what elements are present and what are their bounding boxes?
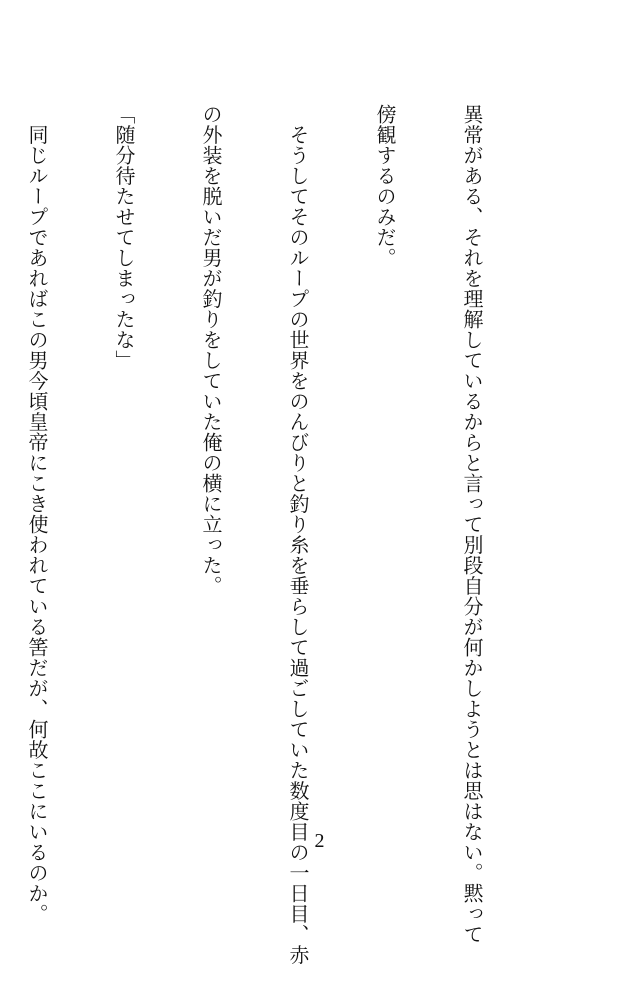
page-number: 2: [314, 830, 325, 852]
text-line: 異常がある、それを理解しているからと言って別段自分が何かしようとは思はない。黙って: [460, 104, 484, 945]
text-line: 同じループであればこの男今頃皇帝にこき使われている筈だが、何故ここにいるのか。: [25, 104, 49, 924]
text-line: そうしてそのループの世界をのんびりと釣り糸を垂らして過ごしていた数度目の一日目、赤: [286, 104, 310, 965]
vertical-text-body: [0, 104, 544, 965]
text-line: 傍観するのみだ。: [373, 104, 397, 268]
text-line: 「随分待たせてしまったな」: [112, 104, 136, 371]
text-line: の外装を脱いだ男が釣りをしていた俺の横に立った。: [199, 104, 223, 596]
